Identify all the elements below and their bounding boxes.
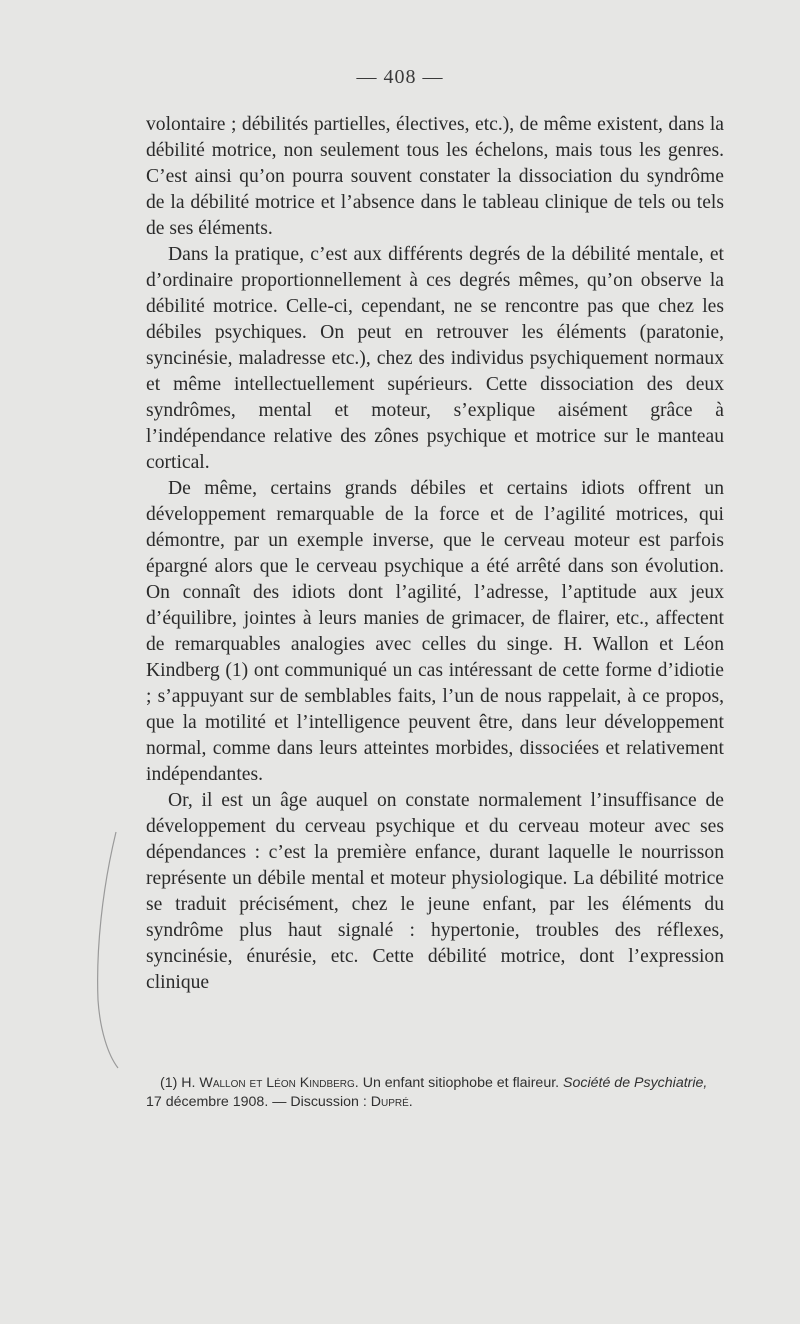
margin-pencil-mark (92, 830, 122, 1070)
paragraph-1: volontaire ; débilités partielles, électives, etc.), de même existent, dans la débilité motrice, non seulement tous les échelons, mais tous les genres. C’est ainsi qu’on pourra souvent constater la dissociation du syndrôme de la débilité motrice et l’absence dans le tableau clinique de tels ou tels de ses éléments. (146, 114, 724, 239)
body-text (146, 112, 724, 996)
footnote (146, 1074, 724, 1112)
footnote-line (146, 1074, 724, 1112)
paragraph-4: Or, il est un âge auquel on constate normalement l’insuffisance de développement du cerveau psychique et du cerveau moteur avec ses dépendances : c’est la première enfance, durant laquelle le nourrisson représente un débile mental et moteur physiologique. La débilité motrice se traduit précisément, chez le jeune enfant, par les éléments du syndrôme plus haut signalé : hypertonie, troubles des réflexes, syncinésie, énurésie, etc. Cette débilité motrice, dont l’expression clinique (146, 790, 724, 993)
footnote-marker: (1) H. (160, 1075, 196, 1091)
footnote-discussant: Dupré. (370, 1094, 413, 1110)
footnote-authors: Wallon et Léon Kindberg. (199, 1075, 359, 1091)
paragraph-2: Dans la pratique, c’est aux différents degrés de la débilité mentale, et d’ordinaire proportionnellement à ces degrés mêmes, qu’on observe la débilité motrice. Celle-ci, cependant, ne se rencontre pas que chez les débiles psychiques. On peut en retrouver les éléments (paratonie, syncinésie, maladresse etc.), chez des individus psychiquement normaux et même intellectuellement supérieurs. Cette dissociation des deux syndrômes, mental et moteur, s’explique aisément grâce à l’indépendance relative des zônes psychique et motrice sur le manteau cortical. (146, 244, 724, 473)
paragraph-3: De même, certains grands débiles et certains idiots offrent un développement remarquable de la force et de l’agilité motrices, qui démontre, par un exemple inverse, que le cerveau moteur est parfois épargné alors que le cerveau psychique a été arrêté dans son évolution. On connaît des idiots dont l’agilité, l’adresse, l’aptitude aux jeux d’équilibre, jointes à leurs manies de grimacer, de flairer, etc., affectent de remarquables analogies avec celles du singe. H. Wallon et Léon Kindberg (1) ont communiqué un cas intéressant de cette forme d’idiotie ; s’appuyant sur de semblables faits, l’un de nous rappelait, à ce propos, que la motilité et l’intelligence peuvent être, dans leur développement normal, comme dans leurs atteintes morbides, dissociées et relativement indépendantes. (146, 478, 724, 785)
footnote-title: Un enfant sitiophobe et flaireur. (362, 1075, 560, 1091)
footnote-date: 17 décembre 1908. — Discussion : (146, 1094, 367, 1110)
page-number: — 408 — (356, 66, 444, 88)
footnote-journal: Société de Psychiatrie, (563, 1075, 708, 1091)
